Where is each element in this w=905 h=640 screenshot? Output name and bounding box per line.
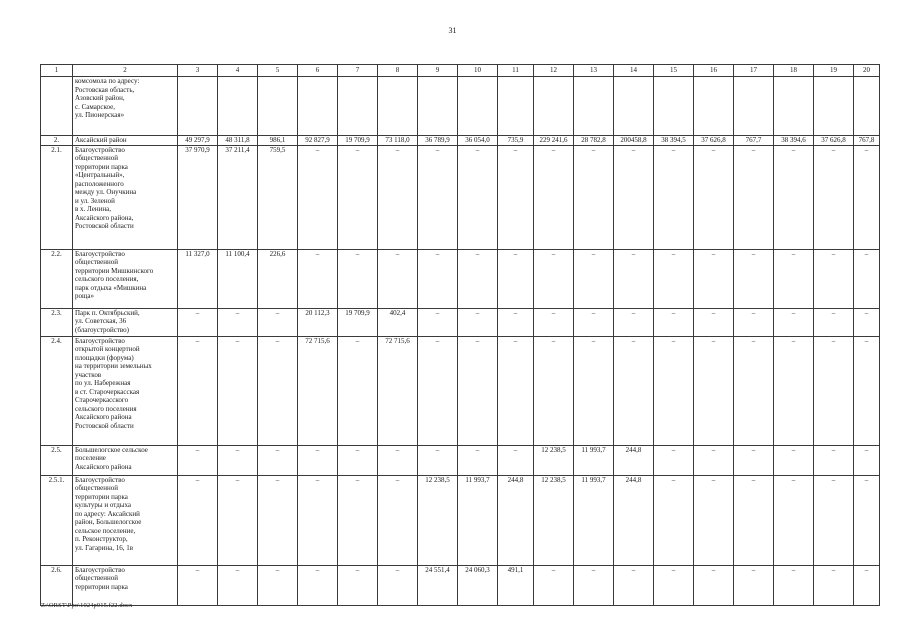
- value-cell: 491,1: [498, 565, 534, 605]
- value-cell: 19 709,9: [338, 308, 378, 336]
- value-cell: –: [854, 445, 880, 475]
- value-cell: –: [654, 565, 694, 605]
- value-cell: –: [854, 308, 880, 336]
- value-cell: –: [614, 145, 654, 249]
- value-cell: [178, 77, 218, 136]
- row-number: 2.5.: [41, 445, 73, 475]
- value-cell: –: [574, 565, 614, 605]
- value-cell: –: [734, 445, 774, 475]
- value-cell: –: [498, 445, 534, 475]
- value-cell: –: [418, 249, 458, 308]
- header-cell: 13: [574, 65, 614, 77]
- value-cell: –: [218, 445, 258, 475]
- value-cell: [734, 77, 774, 136]
- value-cell: 11 327,0: [178, 249, 218, 308]
- value-cell: 11 100,4: [218, 249, 258, 308]
- value-cell: –: [734, 145, 774, 249]
- value-cell: –: [614, 565, 654, 605]
- value-cell: –: [774, 249, 814, 308]
- header-cell: 8: [378, 65, 418, 77]
- value-cell: –: [694, 308, 734, 336]
- header-cell: 18: [774, 65, 814, 77]
- value-cell: [258, 77, 298, 136]
- row-number: 2.6.: [41, 565, 73, 605]
- value-cell: –: [694, 249, 734, 308]
- value-cell: –: [534, 145, 574, 249]
- header-row: [41, 65, 880, 77]
- value-cell: 37 626,8: [814, 136, 854, 146]
- value-cell: –: [258, 475, 298, 565]
- value-cell: –: [338, 336, 378, 445]
- header-cell: 12: [534, 65, 574, 77]
- value-cell: –: [298, 249, 338, 308]
- value-cell: –: [734, 336, 774, 445]
- value-cell: 226,6: [258, 249, 298, 308]
- value-cell: [378, 77, 418, 136]
- value-cell: 72 715,6: [298, 336, 338, 445]
- value-cell: –: [574, 145, 614, 249]
- header-cell: 10: [458, 65, 498, 77]
- value-cell: –: [734, 475, 774, 565]
- value-cell: 20 112,3: [298, 308, 338, 336]
- value-cell: –: [298, 445, 338, 475]
- value-cell: –: [378, 145, 418, 249]
- value-cell: –: [378, 249, 418, 308]
- header-cell: 17: [734, 65, 774, 77]
- row-name: комсомола по адресу: Ростовская область, Азовский район, с. Самарское, ул. Пионерская»: [73, 77, 178, 136]
- value-cell: 402,4: [378, 308, 418, 336]
- value-cell: [654, 77, 694, 136]
- row-number: 2.4.: [41, 336, 73, 445]
- value-cell: –: [694, 565, 734, 605]
- value-cell: –: [338, 565, 378, 605]
- value-cell: –: [178, 445, 218, 475]
- value-cell: –: [694, 475, 734, 565]
- header-cell: 3: [178, 65, 218, 77]
- value-cell: –: [614, 308, 654, 336]
- value-cell: –: [574, 308, 614, 336]
- value-cell: –: [814, 445, 854, 475]
- value-cell: –: [614, 336, 654, 445]
- value-cell: [418, 77, 458, 136]
- value-cell: –: [534, 336, 574, 445]
- value-cell: 12 238,5: [534, 445, 574, 475]
- table-row: [41, 445, 880, 475]
- value-cell: –: [774, 565, 814, 605]
- value-cell: –: [258, 308, 298, 336]
- header-cell: 2: [73, 65, 178, 77]
- header-cell: 4: [218, 65, 258, 77]
- value-cell: 72 715,6: [378, 336, 418, 445]
- row-number: 2.: [41, 136, 73, 146]
- header-cell: 20: [854, 65, 880, 77]
- value-cell: –: [458, 336, 498, 445]
- value-cell: –: [534, 308, 574, 336]
- value-cell: –: [178, 475, 218, 565]
- value-cell: 767,8: [854, 136, 880, 146]
- value-cell: –: [498, 336, 534, 445]
- value-cell: –: [694, 336, 734, 445]
- value-cell: –: [854, 145, 880, 249]
- value-cell: –: [854, 336, 880, 445]
- value-cell: –: [654, 336, 694, 445]
- value-cell: –: [654, 445, 694, 475]
- value-cell: –: [814, 475, 854, 565]
- value-cell: –: [378, 475, 418, 565]
- value-cell: –: [654, 308, 694, 336]
- value-cell: 37 626,8: [694, 136, 734, 146]
- value-cell: –: [458, 249, 498, 308]
- value-cell: 36 054,0: [458, 136, 498, 146]
- header-cell: 15: [654, 65, 694, 77]
- value-cell: –: [774, 145, 814, 249]
- table-row: [41, 136, 880, 146]
- value-cell: 229 241,6: [534, 136, 574, 146]
- value-cell: 92 827,9: [298, 136, 338, 146]
- header-cell: 7: [338, 65, 378, 77]
- row-name: Парк п. Октябрьский, ул. Советская, 36 (благоустройство): [73, 308, 178, 336]
- value-cell: 12 238,5: [418, 475, 458, 565]
- value-cell: 244,8: [614, 445, 654, 475]
- value-cell: 767,7: [734, 136, 774, 146]
- value-cell: –: [734, 308, 774, 336]
- value-cell: [574, 77, 614, 136]
- value-cell: –: [498, 249, 534, 308]
- value-cell: –: [694, 445, 734, 475]
- value-cell: [498, 77, 534, 136]
- row-name: Благоустройство общественной территории парка «Центральный», расположенного между ул. Онучкина и ул. Зеленой в х. Ленина, Аксайского района, Ростовской области: [73, 145, 178, 249]
- value-cell: –: [574, 249, 614, 308]
- value-cell: –: [654, 249, 694, 308]
- row-number: [41, 77, 73, 136]
- value-cell: –: [418, 308, 458, 336]
- value-cell: –: [774, 445, 814, 475]
- row-name: Аксайский район: [73, 136, 178, 146]
- value-cell: –: [498, 145, 534, 249]
- value-cell: –: [218, 565, 258, 605]
- value-cell: [814, 77, 854, 136]
- value-cell: –: [418, 145, 458, 249]
- value-cell: 11 993,7: [574, 445, 614, 475]
- value-cell: 48 311,8: [218, 136, 258, 146]
- value-cell: [614, 77, 654, 136]
- table-row: [41, 308, 880, 336]
- row-name: Благоустройство общественной территории парка: [73, 565, 178, 605]
- value-cell: –: [298, 145, 338, 249]
- value-cell: 986,1: [258, 136, 298, 146]
- value-cell: 36 789,9: [418, 136, 458, 146]
- value-cell: 19 709,9: [338, 136, 378, 146]
- table-row: [41, 336, 880, 445]
- table-row: [41, 249, 880, 308]
- value-cell: –: [418, 336, 458, 445]
- value-cell: 38 394,5: [654, 136, 694, 146]
- value-cell: –: [654, 475, 694, 565]
- row-number: 2.5.1.: [41, 475, 73, 565]
- value-cell: –: [814, 145, 854, 249]
- value-cell: –: [814, 308, 854, 336]
- value-cell: –: [258, 445, 298, 475]
- value-cell: –: [534, 565, 574, 605]
- value-cell: [534, 77, 574, 136]
- value-cell: –: [378, 445, 418, 475]
- header-cell: 1: [41, 65, 73, 77]
- footer-file-path: Z:\ORST\Ppo\1024p915.f22.docx: [41, 602, 133, 609]
- value-cell: –: [814, 336, 854, 445]
- value-cell: [338, 77, 378, 136]
- value-cell: [854, 77, 880, 136]
- row-number: 2.2.: [41, 249, 73, 308]
- table-row: [41, 475, 880, 565]
- value-cell: –: [854, 565, 880, 605]
- value-cell: –: [218, 336, 258, 445]
- value-cell: –: [218, 475, 258, 565]
- value-cell: 11 993,7: [574, 475, 614, 565]
- value-cell: –: [614, 249, 654, 308]
- page-number: 31: [448, 26, 457, 35]
- value-cell: 244,8: [614, 475, 654, 565]
- value-cell: 200458,8: [614, 136, 654, 146]
- value-cell: 49 297,9: [178, 136, 218, 146]
- value-cell: –: [574, 336, 614, 445]
- value-cell: –: [218, 308, 258, 336]
- header-cell: 9: [418, 65, 458, 77]
- value-cell: [218, 77, 258, 136]
- value-cell: –: [774, 308, 814, 336]
- value-cell: 12 238,5: [534, 475, 574, 565]
- value-cell: –: [178, 336, 218, 445]
- row-name: Благоустройство общественной территории Мишкинского сельского поселения, парк отдыха «Мишкина роща»: [73, 249, 178, 308]
- value-cell: –: [458, 308, 498, 336]
- value-cell: 37 211,4: [218, 145, 258, 249]
- header-cell: 16: [694, 65, 734, 77]
- value-cell: 11 993,7: [458, 475, 498, 565]
- value-cell: –: [258, 336, 298, 445]
- value-cell: 38 394,6: [774, 136, 814, 146]
- value-cell: –: [298, 475, 338, 565]
- value-cell: 759,5: [258, 145, 298, 249]
- value-cell: –: [694, 145, 734, 249]
- header-cell: 19: [814, 65, 854, 77]
- value-cell: –: [774, 475, 814, 565]
- value-cell: 24 551,4: [418, 565, 458, 605]
- value-cell: –: [458, 445, 498, 475]
- table-row: [41, 565, 880, 605]
- value-cell: 24 060,3: [458, 565, 498, 605]
- value-cell: –: [298, 565, 338, 605]
- value-cell: –: [654, 145, 694, 249]
- value-cell: 244,8: [498, 475, 534, 565]
- value-cell: –: [814, 565, 854, 605]
- row-name: Благоустройство открытой концертной площадки (форума) на территории земельных участков по ул. Набережная в ст. Старочеркасская Старочеркасского сельского поселения Аксайского района Ростовской области: [73, 336, 178, 445]
- value-cell: –: [338, 145, 378, 249]
- value-cell: –: [498, 308, 534, 336]
- value-cell: –: [378, 565, 418, 605]
- value-cell: –: [534, 249, 574, 308]
- value-cell: 37 970,9: [178, 145, 218, 249]
- value-cell: 73 118,0: [378, 136, 418, 146]
- table-row: [41, 145, 880, 249]
- value-cell: –: [338, 445, 378, 475]
- value-cell: –: [854, 249, 880, 308]
- value-cell: [458, 77, 498, 136]
- value-cell: –: [734, 565, 774, 605]
- row-number: 2.3.: [41, 308, 73, 336]
- value-cell: [694, 77, 734, 136]
- header-cell: 14: [614, 65, 654, 77]
- value-cell: –: [734, 249, 774, 308]
- value-cell: 28 782,8: [574, 136, 614, 146]
- value-cell: –: [338, 249, 378, 308]
- value-cell: –: [814, 249, 854, 308]
- value-cell: [298, 77, 338, 136]
- header-cell: 5: [258, 65, 298, 77]
- header-cell: 6: [298, 65, 338, 77]
- value-cell: –: [854, 475, 880, 565]
- budget-table: [40, 64, 880, 606]
- value-cell: –: [258, 565, 298, 605]
- row-number: 2.1.: [41, 145, 73, 249]
- table-row: [41, 77, 880, 136]
- value-cell: –: [458, 145, 498, 249]
- header-cell: 11: [498, 65, 534, 77]
- row-name: Большелогское сельское поселение Аксайского района: [73, 445, 178, 475]
- value-cell: –: [774, 336, 814, 445]
- value-cell: [774, 77, 814, 136]
- value-cell: 735,9: [498, 136, 534, 146]
- value-cell: –: [338, 475, 378, 565]
- value-cell: –: [178, 565, 218, 605]
- value-cell: –: [418, 445, 458, 475]
- value-cell: –: [178, 308, 218, 336]
- row-name: Благоустройство общественной территории парка культуры и отдыха по адресу: Аксайский район, Большелогское сельское поселение, п. Реконструктор, ул. Гагарина, 16, 1в: [73, 475, 178, 565]
